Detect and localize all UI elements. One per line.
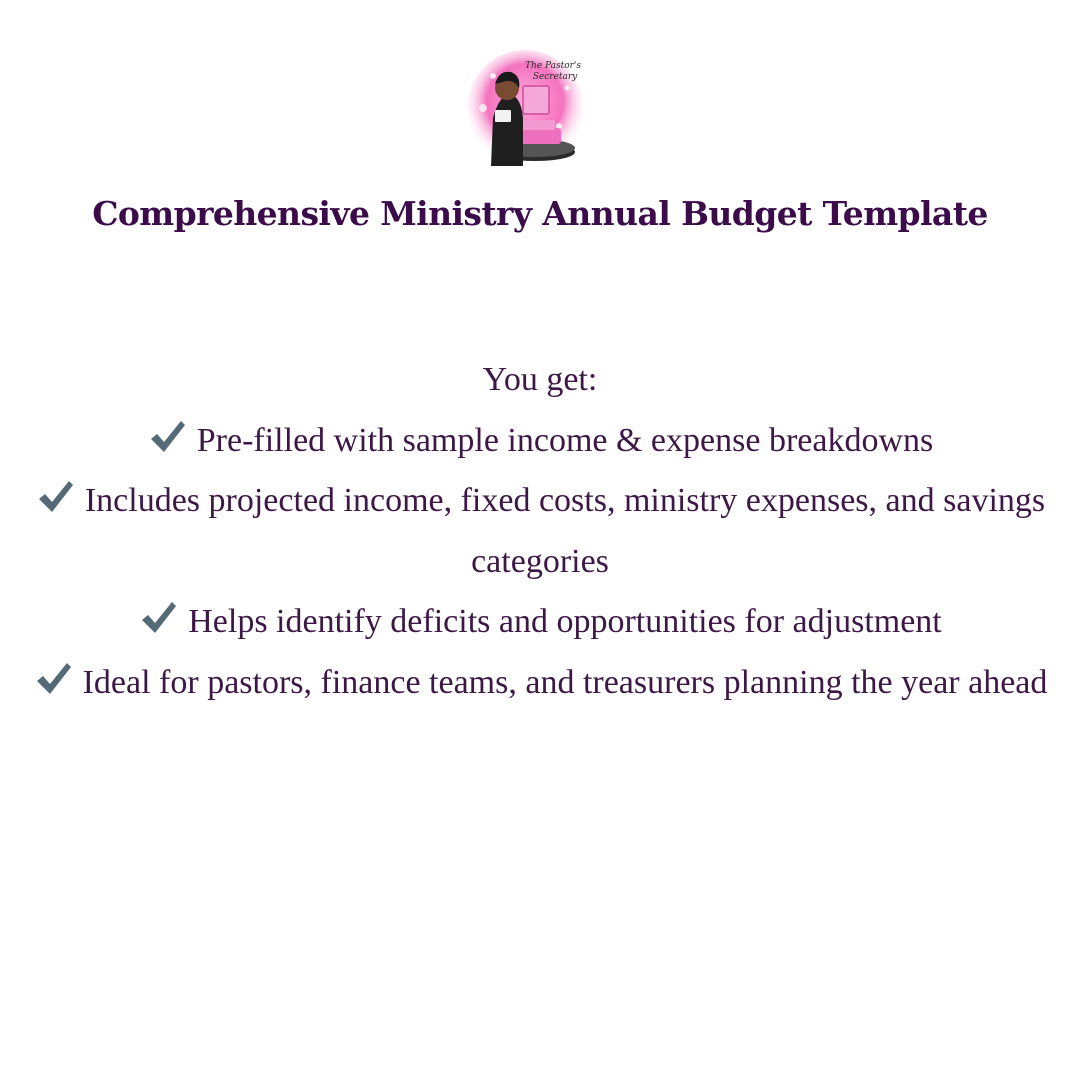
feature-item: [20, 471, 1060, 592]
check-mark-icon: [35, 477, 75, 517]
feature-text: Helps identify deficits and opportunities for adjustment: [188, 603, 942, 640]
feature-text: Pre-filled with sample income & expense breakdowns: [196, 421, 934, 459]
feature-list: [20, 350, 1060, 713]
brand-logo-illustration: [463, 48, 587, 172]
feature-item: [20, 653, 1060, 714]
feature-text: Ideal for pastors, finance teams, and treasurers planning the year ahead: [82, 663, 1048, 701]
check-mark-icon: [147, 417, 187, 457]
brand-logo-text: [463, 172, 464, 173]
check-mark-icon: [33, 659, 73, 699]
feature-item: [20, 592, 1060, 653]
brand-logo: [463, 48, 587, 172]
intro-text: You get:: [482, 361, 598, 398]
feature-item: [20, 411, 1060, 472]
page-title: Comprehensive Ministry Annual Budget Template: [92, 194, 988, 233]
svg-text:The Pastor's: The Pastor's: [524, 61, 582, 71]
feature-text: Includes projected income, fixed costs, ministry expenses, and savings categories: [84, 482, 1046, 580]
check-mark-icon: [138, 598, 178, 638]
svg-text:Secretary: Secretary: [532, 72, 578, 82]
